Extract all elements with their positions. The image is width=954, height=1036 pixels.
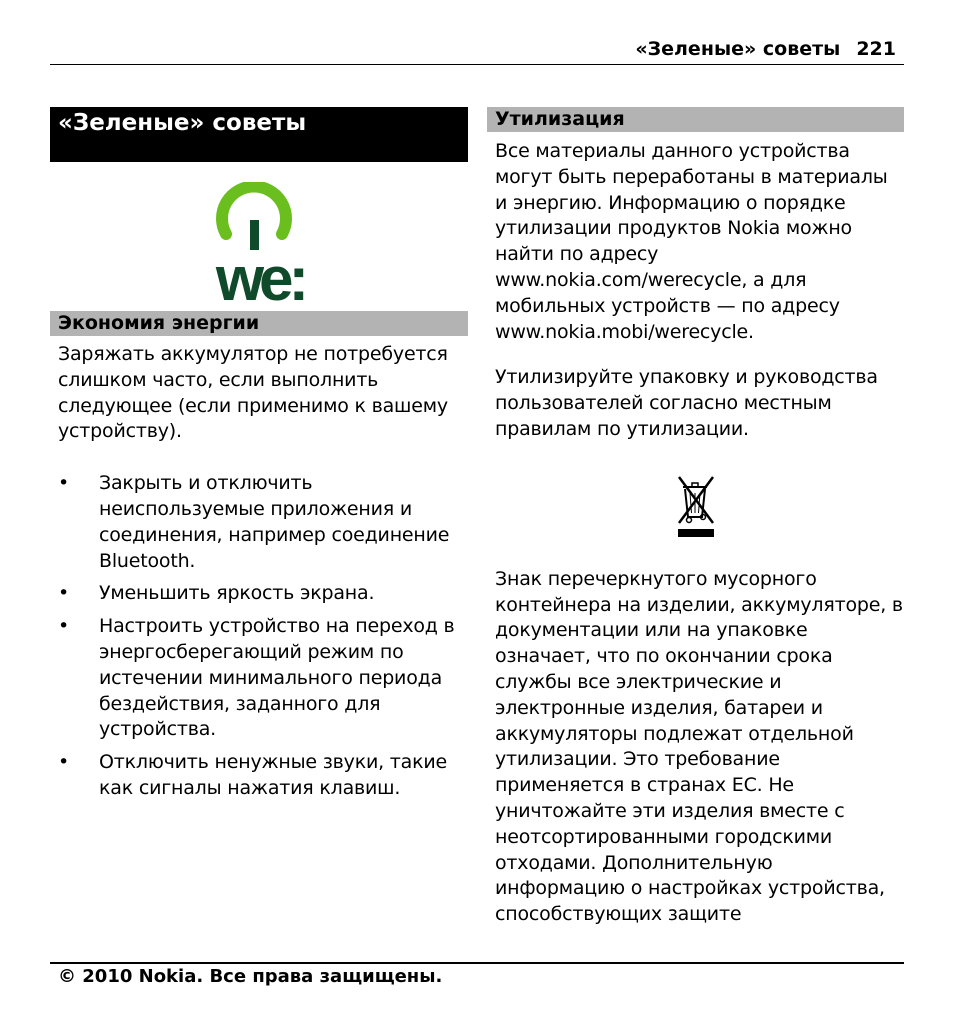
running-header-title: «Зеленые» советы xyxy=(635,38,841,60)
right-column xyxy=(487,107,904,928)
recycling-paragraph-2: Утилизируйте упаковку и руководства пользователей согласно местным правилам по утилизации. xyxy=(495,366,878,440)
chapter-title: «Зеленые» советы xyxy=(50,107,468,162)
energy-bullet-list xyxy=(50,471,468,802)
recycling-paragraph-1: Все материалы данного устройства могут быть переработаны в материалы и энергию. Информацию о порядке утилизации продуктов Nokia можно найти по адресу www.nokia.com/werecycle, а для мобильных устройств — по адресу www.nokia.mobi/werecycle. xyxy=(495,140,888,343)
we-logo-icon xyxy=(202,182,322,307)
running-header xyxy=(635,38,896,60)
header-rule xyxy=(50,64,904,65)
list-item: • Отключить ненужные звуки, такие как сигналы нажатия клавиш. xyxy=(58,751,448,799)
recycling-paragraph-3: Знак перечеркнутого мусорного контейнера на изделии, аккумуляторе, в документации или на упаковке означает, что по окончании срока службы все электрические и электронные изделия, батареи и аккумуляторы подлежат отдельной утилизации. Это требование применяется в странах ЕС. Не уничтожайте эти изделия вместе с неотсортированными городскими отходами. Дополнительную информацию о настройках устройства, способствующих защите xyxy=(495,567,903,926)
left-column xyxy=(50,107,468,802)
list-item: • Настроить устройство на переход в энергосберегающий режим по истечении минимального периода бездействия, заданного для устройства. xyxy=(58,615,455,741)
page-number: 221 xyxy=(856,38,896,60)
copyright-footer: © 2010 Nokia. Все права защищены. xyxy=(58,966,443,987)
energy-section-heading: Экономия энергии xyxy=(50,311,468,336)
footer-rule xyxy=(50,962,904,964)
list-item: • Уменьшить яркость экрана. xyxy=(58,582,375,605)
list-item: • Закрыть и отключить неиспользуемые приложения и соединения, например соединение Bluetooth. xyxy=(58,472,450,572)
energy-intro: Заряжать аккумулятор не потребуется слишком часто, если выполнить следующее (если применимо к вашему устройству). xyxy=(58,343,448,443)
recycling-section-heading: Утилизация xyxy=(487,107,904,132)
crossed-bin-icon xyxy=(673,473,719,539)
logo-text: we: xyxy=(215,245,305,307)
